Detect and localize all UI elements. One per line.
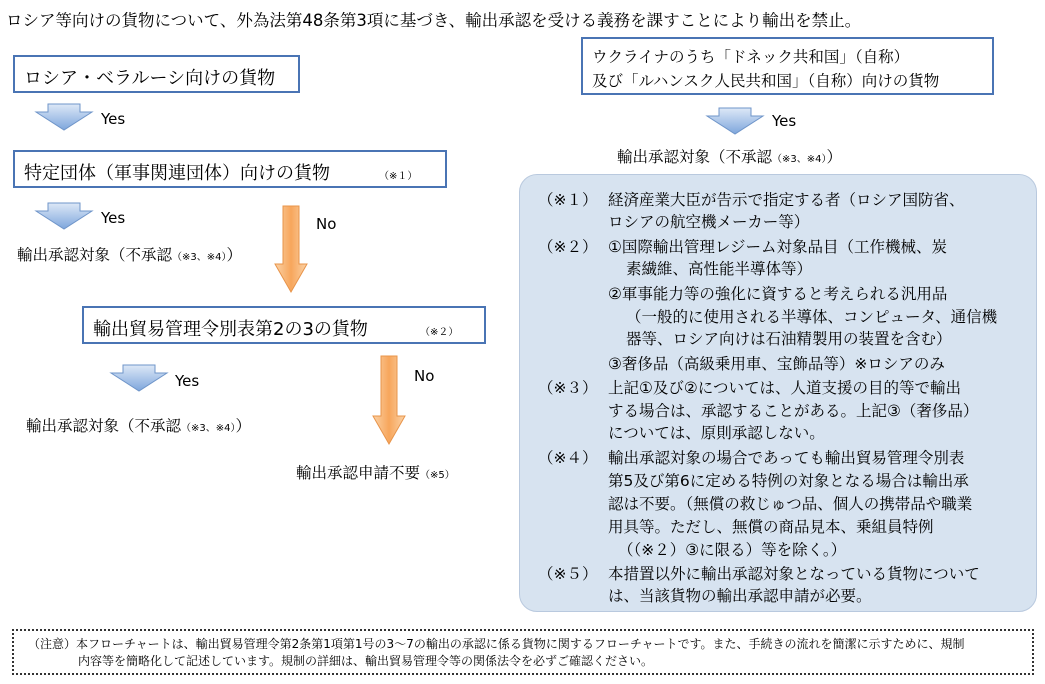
box-ukraine-line1: ウクライナのうち「ドネック共和国」（自称） xyxy=(592,48,910,66)
result-not-approved-1-note: （※3、※4） xyxy=(172,252,227,263)
box-export-table xyxy=(82,306,486,344)
result-not-approved-1-close: ） xyxy=(226,246,243,264)
result-not-approved-2-note: （※3、※4） xyxy=(181,423,236,434)
result-not-approved-right-text: 輸出承認対象（不承認 xyxy=(617,148,773,166)
note-1-line2: ロシアの航空機メーカー等） xyxy=(608,213,810,231)
result-not-approved-2-text: 輸出承認対象（不承認 xyxy=(26,417,182,435)
note-4-line5: （（※２）③に限る）等を除く。） xyxy=(618,541,847,559)
note-2-key: （※２） xyxy=(538,238,598,256)
result-no-application-text: 輸出承認申請不要 xyxy=(296,464,421,482)
yes-label-1: Yes xyxy=(101,110,126,128)
box-russia-belarus-label: ロシア・ベラルーシ向けの貨物 xyxy=(24,68,276,89)
result-not-approved-1-text: 輸出承認対象（不承認 xyxy=(17,246,173,264)
note-2-line6: ③奢侈品（高級乗用車、宝飾品等）※ロシアのみ xyxy=(608,355,945,373)
note-3-line1: 上記①及び②については、人道支援の目的等で輸出 xyxy=(608,379,961,397)
caution-line2: 内容等を簡略化して記述しています。規制の詳細は、輸出貿易管理令等の関係法令を必ずご確認ください。 xyxy=(78,654,654,668)
yes-arrow-1 xyxy=(36,104,92,130)
box-russia-belarus xyxy=(13,55,300,93)
note-4-line2: 第5及び第6に定める特例の対象となる場合は輸出承 xyxy=(608,472,969,490)
yes-arrow-2 xyxy=(36,203,92,229)
notes-panel xyxy=(519,174,1037,612)
note-2-line1: ①国際輸出管理レジーム対象品目（工作機械、炭 xyxy=(608,238,948,256)
note-5-line1: 本措置以外に輸出承認対象となっている貨物について xyxy=(608,565,980,583)
box-export-table-label: 輸出貿易管理令別表第2の3の貨物 xyxy=(93,319,368,340)
no-label-1: No xyxy=(316,215,337,233)
box-ukraine-line2: 及び「ルハンスク人民共和国」（自称）向けの貨物 xyxy=(592,72,940,90)
yes-label-right: Yes xyxy=(772,112,797,130)
note-4-line1: 輸出承認対象の場合であっても輸出貿易管理令別表 xyxy=(608,449,965,467)
yes-label-2: Yes xyxy=(101,209,126,227)
box-specific-entity-label: 特定団体（軍事関連団体）向けの貨物 xyxy=(24,163,330,184)
result-not-approved-right-note: （※3、※4） xyxy=(772,154,827,165)
note-2-line5: 器等、ロシア向けは石油精製用の装置を含む） xyxy=(626,330,952,348)
box-export-table-note: （※２） xyxy=(420,327,459,338)
no-arrow-2 xyxy=(373,356,405,444)
note-2-line2: 素繊維、高性能半導体等） xyxy=(626,260,813,278)
yes-label-3: Yes xyxy=(175,372,200,390)
note-3-line2: する場合は、承認することがある。上記③（奢侈品） xyxy=(608,402,979,420)
result-not-approved-right xyxy=(617,145,842,167)
box-specific-entity xyxy=(13,150,447,188)
result-no-application xyxy=(296,461,455,483)
note-5-line2: は、当該貨物の輸出承認申請が必要。 xyxy=(608,587,872,605)
note-1-line1: 経済産業大臣が告示で指定する者（ロシア国防省、 xyxy=(608,191,965,209)
no-arrow-1 xyxy=(275,206,307,292)
yes-arrow-3 xyxy=(111,365,167,391)
note-4-line4: 用具等。ただし、無償の商品見本、乗組員特例 xyxy=(608,518,934,536)
no-label-2: No xyxy=(414,367,435,385)
note-4-key: （※４） xyxy=(538,449,598,467)
result-no-application-note: （※5） xyxy=(420,470,455,481)
yes-arrow-right xyxy=(707,108,763,134)
note-2-line3: ②軍事能力等の強化に資すると考えられる汎用品 xyxy=(608,285,948,303)
result-not-approved-right-close: ） xyxy=(826,148,843,166)
note-3-line3: については、原則承認しない。 xyxy=(608,424,825,442)
note-2-line4: （一般的に使用される半導体、コンピュータ、通信機 xyxy=(626,308,998,326)
caution-line1: （注意）本フローチャートは、輸出貿易管理令第2条第1項第1号の3～7の輸出の承認に係る貨物に関するフローチャートです。また、手続きの流れを簡潔に示すために、規制 xyxy=(28,637,965,651)
result-not-approved-2 xyxy=(26,414,251,436)
result-not-approved-2-close: ） xyxy=(235,417,252,435)
caution-box xyxy=(12,629,1034,675)
page-title: ロシア等向けの貨物について、外為法第48条第3項に基づき、輸出承認を受ける義務を課すことにより輸出を禁止。 xyxy=(6,11,862,30)
box-ukraine-regions xyxy=(581,37,994,95)
note-5-key: （※５） xyxy=(538,565,598,583)
note-3-key: （※３） xyxy=(538,379,598,397)
note-4-line3: 認は不要。（無償の救じゅつ品、個人の携帯品や職業 xyxy=(608,495,973,513)
box-specific-entity-note: （※１） xyxy=(379,171,418,182)
result-not-approved-1 xyxy=(17,243,242,265)
note-1-key: （※１） xyxy=(538,191,598,209)
